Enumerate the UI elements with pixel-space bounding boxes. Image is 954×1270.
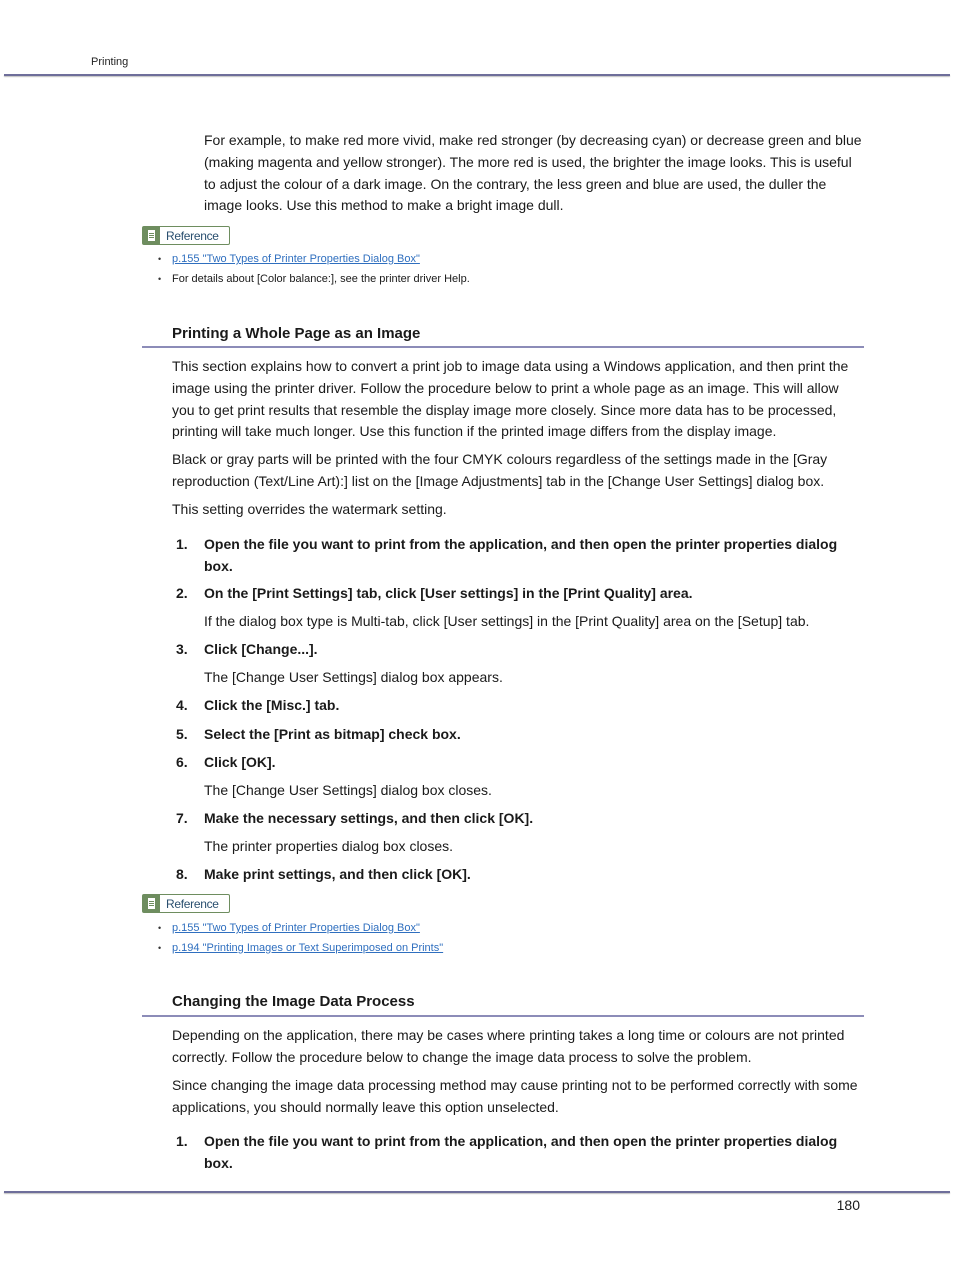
step-text: Select the [Print as bitmap] check box. bbox=[204, 726, 461, 742]
body-paragraph: Depending on the application, there may be cases where printing takes a long time or colours are not printed correctly. Follow the procedure below to change the image data process to solve the problem. bbox=[172, 1027, 845, 1065]
step-text: Open the file you want to print from the application, and then open the printer properties dialog box. bbox=[204, 1133, 838, 1171]
step-text: Click [OK]. bbox=[204, 754, 276, 770]
step-number: 3. bbox=[176, 641, 188, 657]
step-number: 8. bbox=[176, 866, 188, 882]
reference-badge bbox=[142, 894, 230, 913]
step-text: Open the file you want to print from the application, and then open the printer properties dialog box. bbox=[204, 536, 838, 574]
step-text: Make print settings, and then click [OK]. bbox=[204, 866, 471, 882]
reference-label: Reference bbox=[166, 896, 219, 911]
body-paragraph: Black or gray parts will be printed with the four CMYK colours regardless of the settings made in the [Gray reproduction (Text/Line Art):] list on the [Image Adjustments] tab in the [Change User Settings] dialog box. bbox=[172, 451, 828, 489]
body-paragraph: This setting overrides the watermark setting. bbox=[172, 501, 447, 517]
list-item[interactable] bbox=[158, 919, 443, 939]
step-number: 4. bbox=[176, 697, 188, 713]
list-item bbox=[158, 270, 470, 290]
reference-note: For details about [Color balance:], see the printer driver Help. bbox=[172, 272, 470, 285]
step-number: 2. bbox=[176, 585, 188, 601]
step-4 bbox=[176, 695, 864, 717]
reference-list bbox=[158, 919, 443, 958]
step-5 bbox=[176, 724, 864, 746]
list-item[interactable] bbox=[158, 939, 443, 959]
step-1 bbox=[176, 1131, 864, 1175]
step-number: 7. bbox=[176, 810, 188, 826]
step-note: If the dialog box type is Multi-tab, click [User settings] in the [Print Quality] area on the [Setup] tab. bbox=[204, 613, 810, 629]
step-note: The printer properties dialog box closes. bbox=[204, 838, 454, 854]
step-2 bbox=[176, 583, 864, 605]
step-1 bbox=[176, 534, 864, 578]
step-7 bbox=[176, 808, 864, 830]
intro-paragraph: For example, to make red more vivid, make red stronger (by decreasing cyan) or decrease green and blue (making magenta and yellow stronger). The more red is used, the brighter the image looks. This is useful to adjust the colour of a dark image. On the contrary, the less green and blue are used, the duller the image looks. Use this method to make a bright image dull. bbox=[204, 132, 862, 214]
section-heading: Printing a Whole Page as an Image bbox=[172, 325, 421, 342]
reference-icon bbox=[143, 227, 160, 244]
step-number: 6. bbox=[176, 754, 188, 770]
header-rule bbox=[4, 74, 950, 76]
step-number: 1. bbox=[176, 1133, 188, 1149]
footer-rule bbox=[4, 1191, 950, 1193]
body-paragraph: Since changing the image data processing method may cause printing not to be performed correctly with some applications, you should normally leave this option unselected. bbox=[172, 1077, 858, 1115]
heading-rule bbox=[142, 1015, 864, 1017]
step-3 bbox=[176, 639, 864, 661]
page-number: 180 bbox=[836, 1197, 860, 1213]
reference-badge bbox=[142, 226, 230, 245]
reference-link[interactable]: p.194 "Printing Images or Text Superimposed on Prints" bbox=[172, 941, 444, 954]
step-number: 5. bbox=[176, 726, 188, 742]
running-head: Printing bbox=[91, 56, 129, 68]
step-text: On the [Print Settings] tab, click [User settings] in the [Print Quality] area. bbox=[204, 585, 693, 601]
step-text: Make the necessary settings, and then click [OK]. bbox=[204, 810, 534, 826]
step-note: The [Change User Settings] dialog box appears. bbox=[204, 669, 503, 685]
step-text: Click the [Misc.] tab. bbox=[204, 697, 340, 713]
step-note: The [Change User Settings] dialog box closes. bbox=[204, 782, 492, 798]
step-6 bbox=[176, 752, 864, 774]
step-text: Click [Change...]. bbox=[204, 641, 318, 657]
step-8 bbox=[176, 864, 864, 886]
body-paragraph: This section explains how to convert a print job to image data using a Windows application, and then print the image using the printer driver. Follow the procedure below to print a whole page as an image. This will allow you to get print results that resemble the display image more closely. Since more data has to be processed, printing will take much longer. Use this function if the printed image differs from the display image. bbox=[172, 358, 849, 440]
reference-link[interactable]: p.155 "Two Types of Printer Properties Dialog Box" bbox=[172, 253, 420, 265]
reference-list bbox=[158, 250, 470, 289]
reference-icon bbox=[143, 895, 160, 912]
reference-link[interactable]: p.155 "Two Types of Printer Properties Dialog Box" bbox=[172, 922, 420, 934]
reference-label: Reference bbox=[166, 228, 219, 243]
section-heading: Changing the Image Data Process bbox=[172, 993, 415, 1010]
heading-rule bbox=[142, 346, 864, 348]
step-number: 1. bbox=[176, 536, 188, 552]
list-item[interactable] bbox=[158, 250, 470, 270]
